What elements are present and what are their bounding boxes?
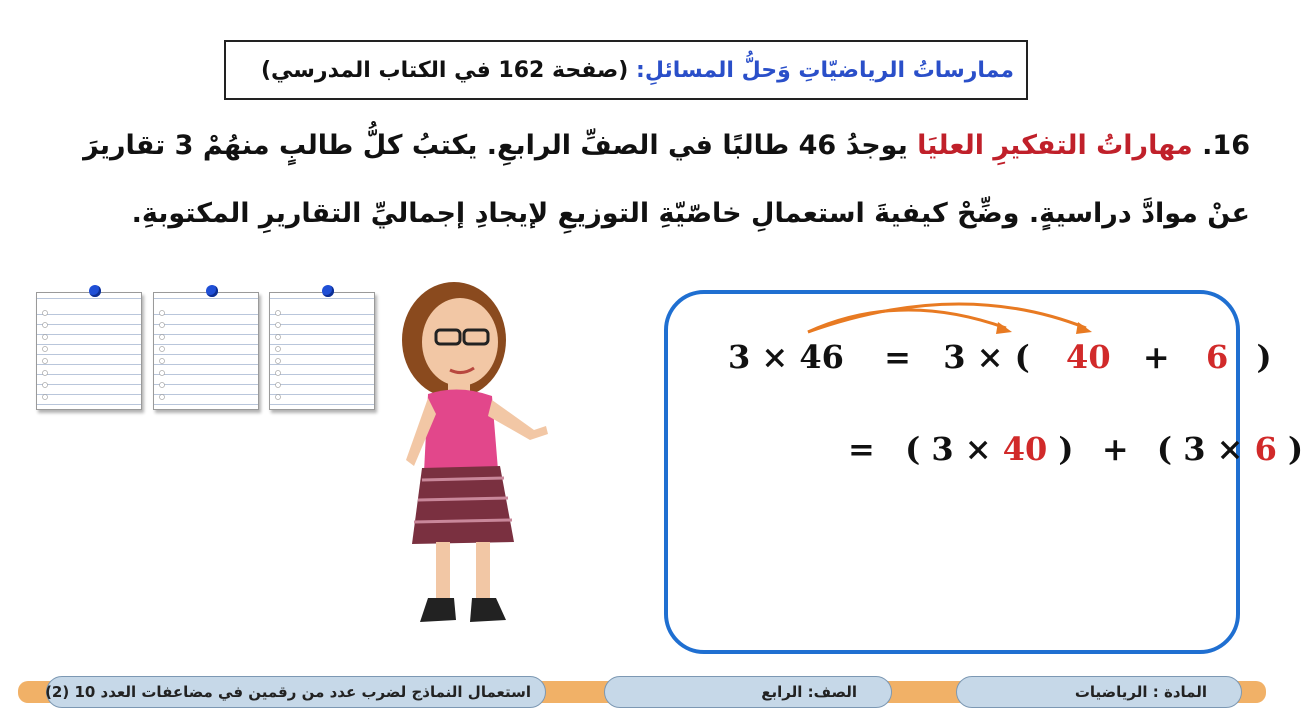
eq1-close-paren: ) <box>1256 338 1272 376</box>
problem-line-2 <box>120 198 1250 229</box>
title-main: ممارساتُ الرياضيّاتِ وَحلُّ المسائلِ: <box>636 57 1014 83</box>
eq2-open-paren-2: ( <box>1156 430 1173 468</box>
eq2-term1-factor: 3 × <box>931 430 992 468</box>
girl-character-illustration <box>384 280 564 634</box>
eq1-term-b: 6 <box>1205 338 1229 376</box>
equation-line-2 <box>848 430 1303 468</box>
title-page-ref: (صفحة 162 في الكتاب المدرسي) <box>260 57 629 83</box>
problem-number: 16. <box>1202 130 1250 161</box>
eq1-term-a: 40 <box>1066 338 1111 376</box>
footer-lesson-label: استعمال النماذج لضرب عدد من رقمين في مضاعفات العدد 10 (2) <box>45 683 531 701</box>
section-title <box>224 40 1028 100</box>
eq2-term2-num: 6 <box>1254 430 1277 468</box>
eq1-lhs: 3 × 46 <box>728 338 844 376</box>
footer-grade-label: الصف: الرابع <box>761 683 857 701</box>
pushpin-icon <box>322 285 334 297</box>
problem-skill: مهاراتُ التفكيرِ العليَا <box>917 130 1193 161</box>
pushpin-icon <box>206 285 218 297</box>
equation-line-1 <box>728 338 1272 376</box>
eq2-close-paren-1: ) <box>1058 430 1074 468</box>
eq2-term2-factor: 3 × <box>1183 430 1244 468</box>
footer-subject-label: المادة : الرياضيات <box>1074 683 1207 701</box>
eq2-term1-num: 40 <box>1002 430 1048 468</box>
notebook-paper-2 <box>153 292 259 410</box>
problem-text-1: يوجدُ 46 طالبًا في الصفِّ الرابعِ. يكتبُ كلُّ طالبٍ منهُمْ 3 تقاريرَ <box>83 130 908 161</box>
eq1-equals: = <box>884 338 911 376</box>
footer-grade <box>604 676 892 708</box>
eq1-plus: + <box>1142 338 1170 376</box>
eq1-factor: 3 × <box>943 338 1004 376</box>
notebook-paper-1 <box>36 292 142 410</box>
footer-subject <box>956 676 1242 708</box>
notebook-paper-3 <box>269 292 375 410</box>
problem-text-2: عنْ موادَّ دراسيةٍ. وضِّحْ كيفيةَ استعمالِ خاصّيّةِ التوزيعِ لإيجادِ إجماليِّ التقاريرِ المكتوبةِ. <box>131 198 1250 229</box>
eq2-close-paren-2: ) <box>1287 430 1303 468</box>
footer-lesson <box>46 676 546 708</box>
eq1-open-paren: ( <box>1014 338 1030 376</box>
eq2-equals: = <box>848 430 875 468</box>
pushpin-icon <box>89 285 101 297</box>
problem-line-1 <box>83 130 1250 161</box>
eq2-plus: + <box>1101 430 1129 468</box>
eq2-open-paren-1: ( <box>905 430 921 468</box>
